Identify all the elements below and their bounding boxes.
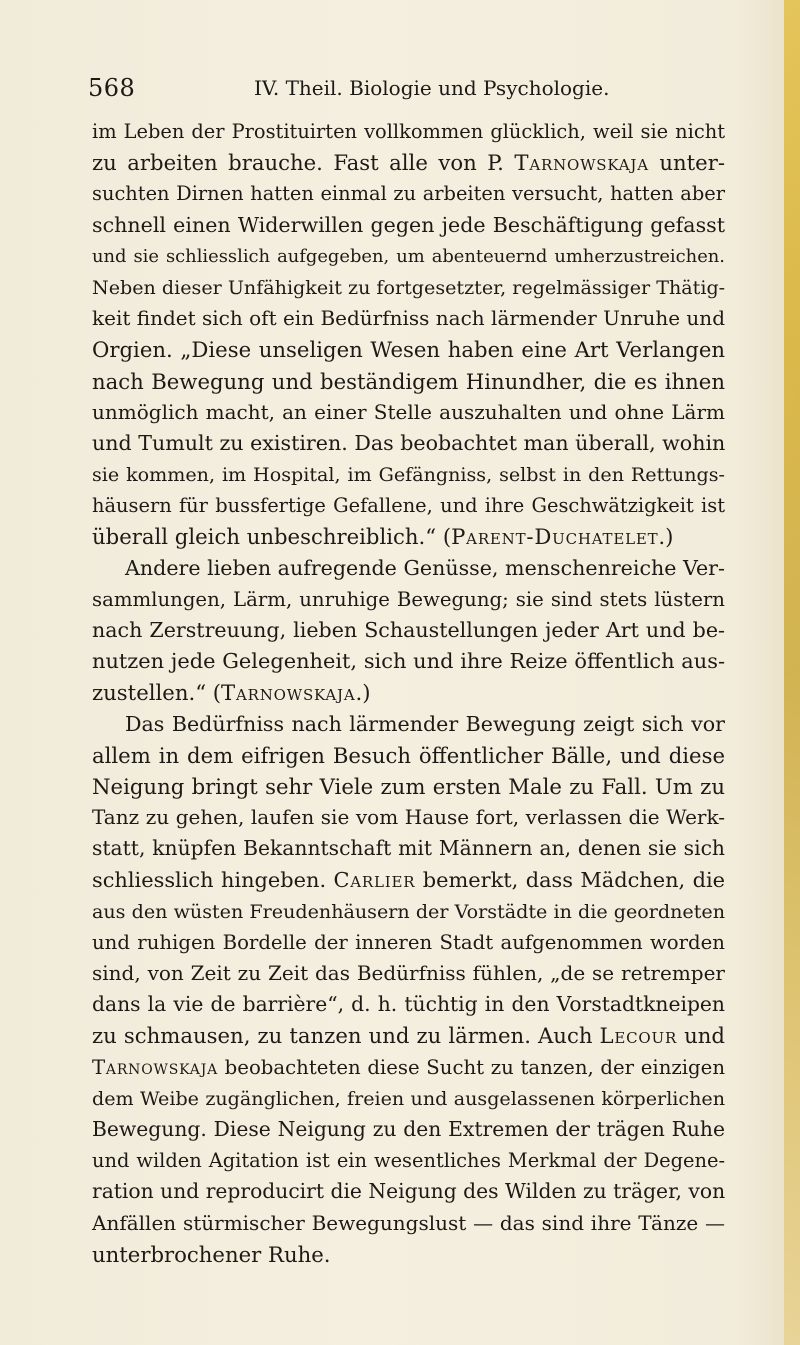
text-segment: nutzen jede Gelegenheit, sich und ihre Reize öffentlich aus- <box>92 649 725 674</box>
text-line <box>92 116 725 147</box>
text-segment: keit findet sich oft ein Bedürfniss nach lärmender Unruhe und <box>92 306 725 331</box>
text-line <box>92 896 725 927</box>
author-name: Tarnowskaja <box>514 150 649 176</box>
text-segment: und wilden Agitation ist ein wesentliches Merkmal der Degene- <box>92 1149 725 1173</box>
text-segment: Das Bedürfniss nach lärmender Bewegung zeigt sich vor <box>125 711 725 736</box>
text-segment: allem in dem eifrigen Besuch öffentlicher Bälle, und diese <box>92 742 725 768</box>
text-line <box>92 1083 725 1114</box>
text-line <box>92 1114 725 1145</box>
text-line <box>92 272 725 303</box>
text-line <box>92 428 725 459</box>
text-segment: bemerkt, dass Mädchen, die <box>415 867 726 892</box>
text-segment: zustellen.“ ( <box>92 680 222 706</box>
text-line <box>92 147 725 178</box>
text-segment: zu arbeiten brauche. Fast alle von P. <box>92 150 515 176</box>
author-name: Carlier <box>333 867 416 892</box>
text-segment: häusern für bussfertige Gefallene, und ihre Geschwätzigkeit ist <box>92 494 725 518</box>
text-line <box>92 1176 725 1207</box>
text-segment: und sie schliesslich aufgegeben, um abenteuernd umherzustreichen. <box>92 245 725 267</box>
text-segment: dem Weibe zugänglichen, freien und ausgelassenen körperlichen <box>92 1086 725 1110</box>
text-line <box>92 521 725 552</box>
text-line <box>92 709 725 740</box>
text-segment: .) <box>658 524 674 550</box>
text-segment: im Leben der Prostituirten vollkommen glücklich, weil sie nicht <box>92 120 725 143</box>
text-segment: .) <box>355 680 371 706</box>
text-segment: schnell einen Widerwillen gegen jede Beschäftigung gefasst <box>92 212 725 237</box>
text-segment: sie kommen, im Hospital, im Gefängniss, selbst in den Rettungs- <box>92 463 725 487</box>
text-line <box>92 1052 725 1083</box>
author-name: Parent-Duchatelet <box>451 524 659 550</box>
text-segment: ration und reproducirt die Neigung des Wilden zu träger, von <box>92 1179 726 1204</box>
text-segment: statt, knüpfen Bekanntschaft mit Männern an, denen sie sich <box>92 836 725 861</box>
text-line <box>92 833 725 864</box>
text-line <box>92 646 725 677</box>
text-segment: Tanz zu gehen, laufen sie vom Hause fort, verlassen die Werk- <box>92 805 725 830</box>
author-name: Tarnowskaja <box>221 680 356 706</box>
text-segment: Neigung bringt sehr Viele zum ersten Male zu Fall. Um zu <box>92 773 725 799</box>
text-segment: zu schmausen, zu tanzen und zu lärmen. Auch <box>92 1023 600 1049</box>
text-line <box>92 865 725 896</box>
text-line <box>92 553 725 584</box>
body-text <box>92 116 725 1270</box>
text-line <box>92 802 725 833</box>
text-line <box>92 303 725 334</box>
running-head: IV. Theil. Biologie und Psychologie. <box>254 76 610 100</box>
text-segment: Bewegung. Diese Neigung zu den Extremen der trägen Ruhe <box>92 1117 725 1141</box>
text-segment: Andere lieben aufregende Genüsse, menschenreiche Ver- <box>125 555 725 580</box>
text-segment: sammlungen, Lärm, unruhige Bewegung; sie sind stets lüstern <box>92 587 725 611</box>
text-segment: Anfällen stürmischer Bewegungslust — das sind ihre Tänze — <box>92 1210 725 1235</box>
text-segment: überall gleich unbeschreiblich.“ ( <box>92 524 452 550</box>
text-segment: Neben dieser Unfähigkeit zu fortgesetzter, regelmässiger Thätig- <box>92 275 726 299</box>
text-line <box>92 210 725 241</box>
text-segment: suchten Dirnen hatten einmal zu arbeiten versucht, hatten aber <box>92 182 725 206</box>
text-line <box>92 1239 725 1270</box>
author-name: Lecour <box>599 1023 678 1049</box>
text-line <box>92 334 725 365</box>
text-line <box>92 584 725 615</box>
text-segment: dans la vie de barrière“, d. h. tüchtig in den Vorstadtkneipen <box>92 992 725 1017</box>
page-header <box>88 74 698 108</box>
text-line <box>92 958 725 989</box>
text-line <box>92 989 725 1020</box>
page-edge-strip <box>784 0 800 1345</box>
text-segment: schliesslich hingeben. <box>92 867 334 892</box>
author-name: Tarnowskaja <box>92 1055 219 1079</box>
text-line <box>92 1145 725 1176</box>
text-line <box>92 1208 725 1239</box>
text-line <box>92 490 725 521</box>
text-segment: und ruhigen Bordelle der inneren Stadt aufgenommen worden <box>92 930 725 954</box>
text-line <box>92 459 725 490</box>
text-line <box>92 178 725 209</box>
text-segment: nach Zerstreuung, lieben Schaustellungen jeder Art und be- <box>92 618 725 642</box>
text-line <box>92 615 725 646</box>
text-segment: und Tumult zu existiren. Das beobachtet man überall, wohin <box>92 430 726 455</box>
text-segment: unter- <box>648 150 725 176</box>
text-line <box>92 740 725 771</box>
text-line <box>92 241 725 272</box>
text-line <box>92 366 725 397</box>
text-segment: sind, von Zeit zu Zeit das Bedürfniss fühlen, „de se retremper <box>92 961 725 986</box>
text-segment: nach Bewegung und beständigem Hinundher, die es ihnen <box>92 368 725 394</box>
text-line <box>92 771 725 802</box>
text-line <box>92 397 725 428</box>
text-segment: Orgien. „Diese unseligen Wesen haben eine Art Verlangen <box>92 337 725 363</box>
text-line <box>92 927 725 958</box>
text-segment: beobachteten diese Sucht zu tanzen, der einzigen <box>218 1055 725 1079</box>
text-line <box>92 677 725 708</box>
text-segment: unterbrochener Ruhe. <box>92 1241 331 1267</box>
text-line <box>92 1020 725 1051</box>
text-segment: und <box>677 1023 725 1049</box>
text-segment: unmöglich macht, an einer Stelle auszuhalten und ohne Lärm <box>92 399 725 424</box>
text-segment: aus den wüsten Freudenhäusern der Vorstädte in die geordneten <box>92 899 725 923</box>
page-number: 568 <box>88 74 136 102</box>
